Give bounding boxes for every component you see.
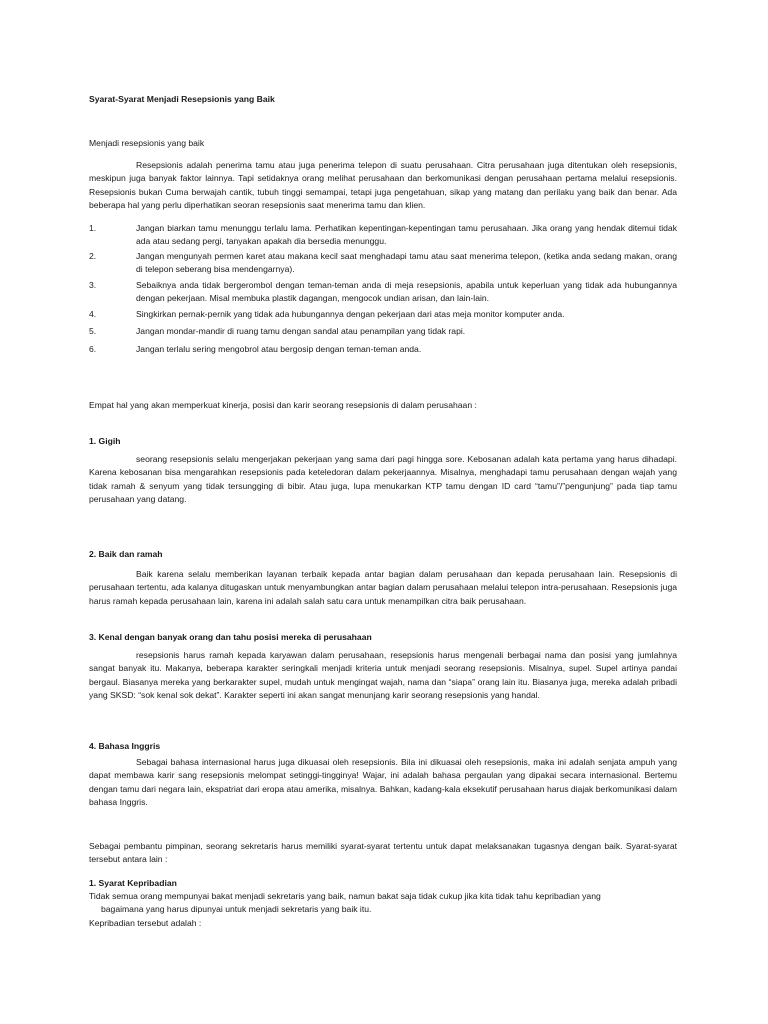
section-heading: 1. Gigih (89, 436, 121, 446)
list-number: 2. (89, 251, 97, 261)
secretary-line: Kepribadian tersebut adalah : (89, 917, 202, 928)
list-number: 5. (89, 326, 97, 336)
intro-paragraph: Resepsionis adalah penerima tamu atau juga penerima telepon di suatu perusahaan. Citra perusahaan juga ditentukan oleh resepsionis, meskipun juga banyak faktor lainnya. Tapi setidaknya orang melihat perusahaan dan berkomunikasi dengan perusahaan pertama melalui resepsionis. Resepsionis bukan Cuma berwajah cantik, tubuh tinggi semampai, tetapi juga pengetahuan, sikap yang matang dan perilaku yang baik dan benar. Ada beberapa hal yang perlu diperhatikan seoran resepsionis saat menerima tamu dan klien. (89, 160, 677, 210)
list-number: 1. (89, 223, 97, 233)
secretary-text (89, 890, 677, 930)
section-heading: 4. Bahasa Inggris (89, 741, 161, 751)
document-subtitle: Menjadi resepsionis yang baik (89, 138, 205, 148)
section-intro: Empat hal yang akan memperkuat kinerja, posisi dan karir seorang resepsionis di dalam perusahaan : (89, 400, 477, 410)
secretary-heading: 1. Syarat Kepribadian (89, 878, 177, 888)
section-paragraph: resepsionis harus ramah kepada karyawan dalam perusahaan, resepsionis harus mengenali berbagai nama dan posisi yang jumlahnya sangat banyak itu. Makanya, beberapa karakter seringkali menjadi kriteria untuk menjadi seorang resepsionis. Misalnya, supel. Supel artinya pandai bergaul. Biasanya mereka yang berkarakter supel, mudah untuk mengingat wajah, nama dan “siapa” orang lain itu. Biasanya juga, mereka adalah pribadi yang SKSD: “sok kenal sok dekat”. Karakter seperti ini akan sangat menunjang karir seorang resepsionis yang handal. (89, 650, 677, 700)
section-heading: 2. Baik dan ramah (89, 549, 163, 559)
document-title: Syarat-Syarat Menjadi Resepsionis yang Baik (89, 94, 275, 104)
list-item (89, 325, 677, 338)
section-paragraph: Sebagai bahasa internasional harus juga dikuasai oleh resepsionis. Bila ini dikuasai oleh resepsionis, maka ini adalah senjata ampuh yang dapat membawa karir sang resepsionis melompat setinggi-tingginya! Wajar, ini adalah bahasa pergaulan yang dipakai secara internasional. Bertemu dengan tamu dari negara lain, ekspatriat dari eropa atau amerika, misalnya. Bahkan, kadang-kala eksekutif perusahaan harus diajak berkomunikasi dalam bahasa Inggris. (89, 757, 677, 807)
section-paragraph: seorang resepsionis selalu mengerjakan pekerjaan yang sama dari pagi hingga sore. Kebosanan adalah kata pertama yang harus dihadapi. Karena kebosanan bisa mengarahkan resepsionis pada keteledoran dalam pekerjaannya. Misalnya, menghadapi tamu perusahaan dengan wajah yang tidak ramah & senyum yang tidak tersungging di bibir. Atau juga, lupa menukarkan KTP tamu dengan ID card “tamu”/”pengunjung” pada tiap tamu perusahaan yang datang. (89, 454, 677, 504)
secretary-line: Tidak semua orang mempunyai bakat menjadi sekretaris yang baik, namun bakat saja tidak cukup jika kita tidak tahu kepribadian yang (89, 891, 601, 901)
list-text: Jangan mondar-mandir di ruang tamu dengan sandal atau penampilan yang tidak rapi. (136, 326, 466, 336)
list-number: 6. (89, 344, 97, 354)
list-item (89, 222, 677, 249)
list-text: Jangan biarkan tamu menunggu terlalu lama. Perhatikan kepentingan-kepentingan tamu perusahaan. Jika orang yang hendak ditemui tidak ada atau sedang pergi, tanyakan apakah dia bersedia menunggu. (136, 223, 677, 247)
section-paragraph: Baik karena selalu memberikan layanan terbaik kepada antar bagian dalam perusahaan dan kepada perusahaan lain. Resepsionis di perusahaan tertentu, ada kalanya ditugaskan untuk menyambungkan antar bagian dalam perusahaan melalui telepon intra-perusahaan. Resepsionis juga harus ramah kepada perusahaan lain, karena ini adalah salah satu cara untuk menampilkan citra baik perusahaan. (89, 569, 677, 606)
secretary-line: bagaimana yang harus dipunyai untuk menjadi sekretaris yang baik itu. (101, 904, 372, 915)
list-number: 3. (89, 280, 97, 290)
list-item (89, 250, 677, 277)
list-text: Jangan mengunyah permen karet atau makana kecil saat menghadapi tamu atau saat menerima telepon, (ketika anda sedang makan, orang di telepon seberang bisa mendengarnya). (136, 251, 677, 275)
list-text: Singkirkan pernak-pernik yang tidak ada hubungannya dengan pekerjaan dari atas meja monitor komputer anda. (136, 309, 565, 319)
list-number: 4. (89, 309, 97, 319)
list-item (89, 308, 677, 321)
secretary-intro: Sebagai pembantu pimpinan, seorang sekretaris harus memiliki syarat-syarat tertentu untuk dapat melaksanakan tugasnya dengan baik. Syarat-syarat tersebut antara lain : (89, 841, 677, 865)
list-item (89, 279, 677, 306)
list-text: Sebaiknya anda tidak bergerombol dengan teman-teman anda di meja resepsionis, apabila untuk keperluan yang tidak ada hubungannya dengan pekerjaan. Misal membuka plastik dagangan, mengocok undian arisan, dan lain-lain. (136, 280, 677, 304)
list-text: Jangan terlalu sering mengobrol atau bergosip dengan teman-teman anda. (136, 344, 422, 354)
section-heading: 3. Kenal dengan banyak orang dan tahu posisi mereka di perusahaan (89, 632, 372, 642)
list-item (89, 343, 677, 356)
